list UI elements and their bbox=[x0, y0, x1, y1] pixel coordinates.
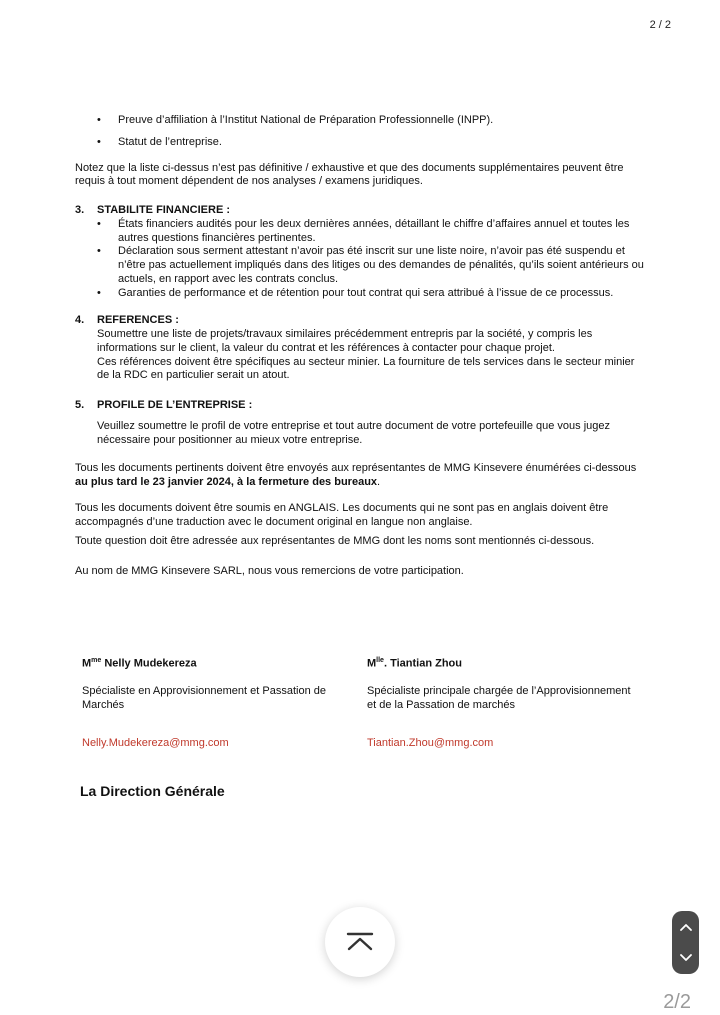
deadline-text: Tous les documents pertinents doivent être envoyés aux représentantes de MMG Kinsevere énumérées ci-dessous bbox=[75, 462, 637, 475]
section-heading bbox=[75, 204, 645, 218]
chevron-down-icon[interactable] bbox=[680, 954, 692, 962]
section-number: 3. bbox=[75, 204, 85, 216]
contact-email-link[interactable]: Tiantian.Zhou@mmg.com bbox=[367, 736, 494, 749]
requirements-list bbox=[75, 114, 645, 150]
contact-role: Spécialiste en Approvisionnement et Passation de Marchés bbox=[82, 685, 326, 712]
chevron-up-icon[interactable] bbox=[680, 923, 692, 931]
signature-direction: La Direction Générale bbox=[80, 783, 225, 799]
section-paragraph: Veuillez soumettre le profil de votre entreprise et tout autre document de votre portefeuille que vous jugez nécessaire pour positionner au mieux votre entreprise. bbox=[97, 419, 611, 446]
document-content bbox=[75, 114, 645, 579]
section-body bbox=[75, 328, 645, 383]
section-title: REFERENCES : bbox=[97, 314, 179, 327]
contact-tiantian bbox=[367, 657, 642, 751]
deadline-end: . bbox=[377, 476, 381, 488]
section-financial-stability bbox=[75, 204, 645, 300]
contact-role: Spécialiste principale chargée de l’Approvisionnement et de la Passation de marchés bbox=[367, 685, 631, 712]
list-item: • Déclaration sous serment attestant n’avoir pas été inscrit sur une liste noire, n’avoir pas été suspendu et n’être pas actuellement impliqués dans des litiges ou des demandes de pénalités, qu’ils soient antérieurs ou actuels, en rapport avec les contrats conclus. bbox=[75, 245, 645, 286]
list-item: • Statut de l’entreprise. bbox=[75, 136, 645, 150]
list-item: • États financiers audités pour les deux dernières années, détaillant le chiffre d’affaires annuel et toutes les autres questions financières pertinentes. bbox=[75, 218, 645, 246]
contact-nelly bbox=[82, 657, 352, 751]
contact-title-sup: lle bbox=[376, 657, 384, 664]
contact-name bbox=[367, 657, 642, 671]
section-heading bbox=[75, 399, 645, 413]
contact-title-sup: me bbox=[91, 657, 102, 664]
section-number: 4. bbox=[75, 314, 85, 327]
note-paragraph: Notez que la liste ci-dessus n’est pas définitive / exhaustive et que des documents supplémentaires peuvent être requis à tout moment dépendent de nos analyses / examens juridiques. bbox=[75, 161, 624, 188]
deadline-date: au plus tard le 23 janvier 2024, à la fermeture des bureaux bbox=[75, 476, 378, 488]
scroll-to-top-button[interactable] bbox=[325, 907, 395, 977]
list-item: • Preuve d’affiliation à l’Institut National de Préparation Professionnelle (INPP). bbox=[75, 114, 645, 128]
list-item: • Garanties de performance et de rétention pour tout contrat qui sera attribué à l’issue de ce processus. bbox=[75, 287, 645, 301]
deadline-paragraph bbox=[75, 462, 645, 490]
contact-title: M bbox=[82, 657, 92, 670]
section-heading bbox=[75, 314, 645, 328]
contact-title: M bbox=[367, 657, 377, 670]
contact-name-text: Nelly Mudekereza bbox=[101, 657, 197, 670]
questions-paragraph: Toute question doit être adressée aux représentantes de MMG dont les noms sont mentionnés ci-dessous. bbox=[75, 535, 595, 548]
section-paragraph: Soumettre une liste de projets/travaux similaires précédemment entrepris par la société, y compris les informations sur le client, la valeur du contrat et les références à contacter pour chaque projet. bbox=[97, 328, 593, 354]
language-paragraph: Tous les documents doivent être soumis en ANGLAIS. Les documents qui ne sont pas en anglais doivent être accompagnés d’une traduction avec le document original en langue non anglaise. bbox=[75, 501, 609, 528]
section-title: STABILITE FINANCIERE : bbox=[97, 204, 231, 216]
section-number: 5. bbox=[75, 399, 85, 411]
page-navigator bbox=[672, 911, 699, 974]
page-indicator-bottom: 2/2 bbox=[663, 991, 691, 1013]
financial-requirements-list bbox=[75, 218, 645, 301]
page-indicator-top: 2 / 2 bbox=[649, 19, 671, 31]
contact-name bbox=[82, 657, 352, 671]
contact-email-link[interactable]: Nelly.Mudekereza@mmg.com bbox=[82, 736, 229, 749]
section-references bbox=[75, 314, 645, 383]
section-paragraph: Ces références doivent être spécifiques au secteur minier. La fourniture de tels services dans le secteur minier de la RDC en particulier serait un atout. bbox=[97, 355, 635, 382]
scroll-top-icon bbox=[346, 932, 374, 952]
contact-name-text: . Tiantian Zhou bbox=[383, 657, 462, 670]
thanks-paragraph: Au nom de MMG Kinsevere SARL, nous vous remercions de votre participation. bbox=[75, 565, 464, 577]
section-body bbox=[75, 420, 645, 448]
section-company-profile bbox=[75, 399, 645, 447]
section-title: PROFILE DE L’ENTREPRISE : bbox=[97, 399, 253, 411]
